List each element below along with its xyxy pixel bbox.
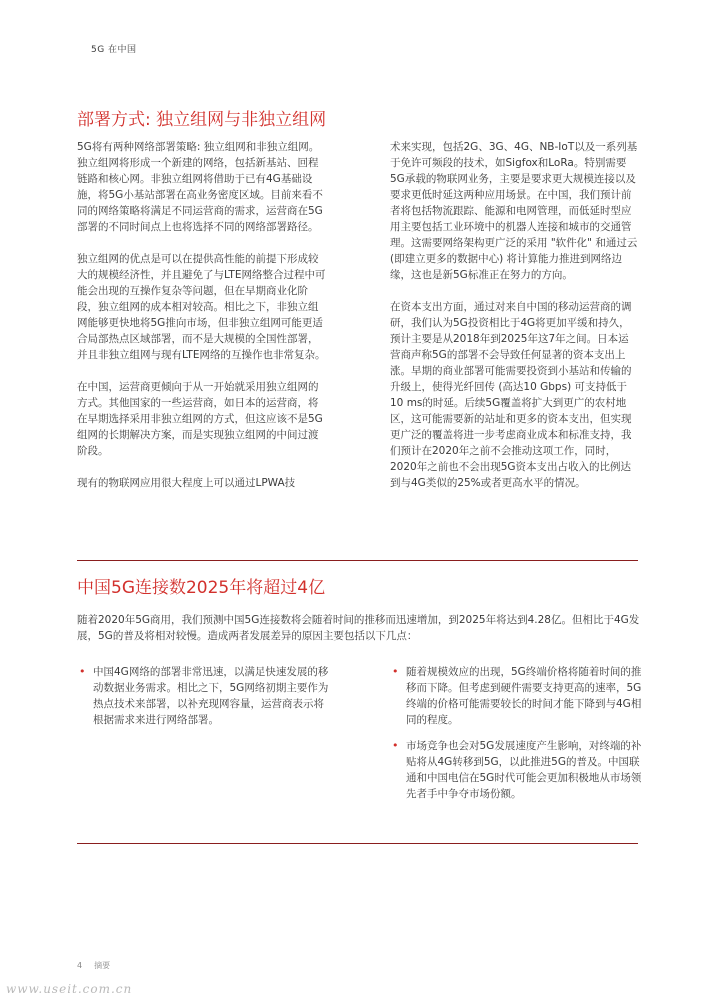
intro-paragraph: 随着2020年5G商用，我们预测中国5G连接数将会随着时间的推移而迅速增加，到2025年将达到4.28亿。但相比于4G发展，5G的普及将相对较慢。造成两者发展差异的原因主要包括以下几点： [77,614,640,642]
paragraph: 现有的物联网应用很大程度上可以通过LPWA技 [77,477,296,489]
paragraph: 5G将有两种网络部署策略: 独立组网和非独立组网。独立组网将形成一个新建的网络，包括新基站、回程链路和核心网。非独立组网将借助于已有4G基础设施，将5G小基站部署在高业务密度区域。目前来看不同的网络策略将满足不同运营商的需求，运营商在5G部署的不同时间点上也将选择不同的网络部署路径。 [77,141,323,233]
bullet-list-right [390,664,648,812]
running-header: 5G 在中国 [91,45,137,55]
page-footer [77,960,122,971]
bullet-item: • 市场竞争也会对5G发展速度产生影响，对终端的补贴将从4G转移到5G，以此推进5G的普及。中国联通和中国电信在5G时代可能会更加积极地从市场领先者手中争夺市场份额。 [390,738,648,802]
bullet-item: • 随着规模效应的出现，5G终端价格将随着时间的推移而下降。但考虑到硬件需要支持更高的速率，5G终端的价格可能需要较长的时间才能下降到与4G相同的程度。 [390,664,648,728]
section-divider [77,560,638,561]
paragraph: 在中国，运营商更倾向于从一开始就采用独立组网的方式。其他国家的一些运营商，如日本的运营商，将在早期选择采用非独立组网的方式，但这应该不是5G组网的长期解决方案，而是实现独立组网的中间过渡阶段。 [77,381,323,457]
section-title-connections: 中国5G连接数2025年将超过4亿 [77,578,326,598]
column-right [390,139,638,507]
section-divider [77,843,638,844]
bullet-item: • 中国4G网络的部署非常迅速，以满足快速发展的移动数据业务需求。相比之下，5G网络初期主要作为热点技术来部署，以补充现网容量，运营商表示将根据需求来进行网络部署。 [77,664,333,728]
bullet-list-left [77,664,333,738]
paragraph: 在资本支出方面，通过对来自中国的移动运营商的调研，我们认为5G投资相比于4G将更加平缓和持久，预计主要是从2018年到2025年这7年之间。日本运营商声称5G的部署不会导致任何显著的资本支出上涨。早期的商业部署可能需要投资到小基站和传输的升级上，使得光纤回传 (高达10 Gbps) 可支持低于10 ms的时延。后续5G覆盖将扩大到更广的农村地区，这可能需要新的站址和更多的资本支出，但实现更广泛的覆盖将进一步考虑商业成本和标准支持，我们预计在2020年之前不会推动这项工作，同时，2020年之前也不会出现5G资本支出占收入的比例达到与4G类似的25%或者更高水平的情况。 [390,301,632,489]
column-left [77,139,327,507]
paragraph: 术来实现，包括2G、3G、4G、NB-IoT以及一系列基于免许可频段的技术，如Sigfox和LoRa。特别需要5G承载的物联网业务，主要是要求更大规模连接以及要求更低时延这两种应用场景。在中国，我们预计前者将包括物流跟踪、能源和电网管理，而低延时型应用主要包括工业环境中的机器人连接和城市的交通管理。这需要网络架构更广泛的采用 "软件化" 和通过云 (即建立更多的数据中心) 将计算能力推进到网络边缘，这也是新5G标准正在努力的方向。 [390,141,638,281]
section-title-deployment: 部署方式: 独立组网与非独立组网 [77,110,327,130]
page-number: 4 [77,961,83,970]
watermark: www.useit.com.cn [6,982,133,996]
paragraph: 独立组网的优点是可以在提供高性能的前提下形成较大的规模经济性，并且避免了与LTE网络整合过程中可能会出现的互操作复杂等问题，但在早期商业化阶段，独立组网的成本相对较高。相比之下，非独立组网能够更快地将5G推向市场，但非独立组网可能更适合局部热点区域部署，而不是大规模的全国性部署，并且非独立组网与现有LTE网络的互操作也非常复杂。 [77,253,326,361]
footer-label: 摘要 [94,961,111,970]
